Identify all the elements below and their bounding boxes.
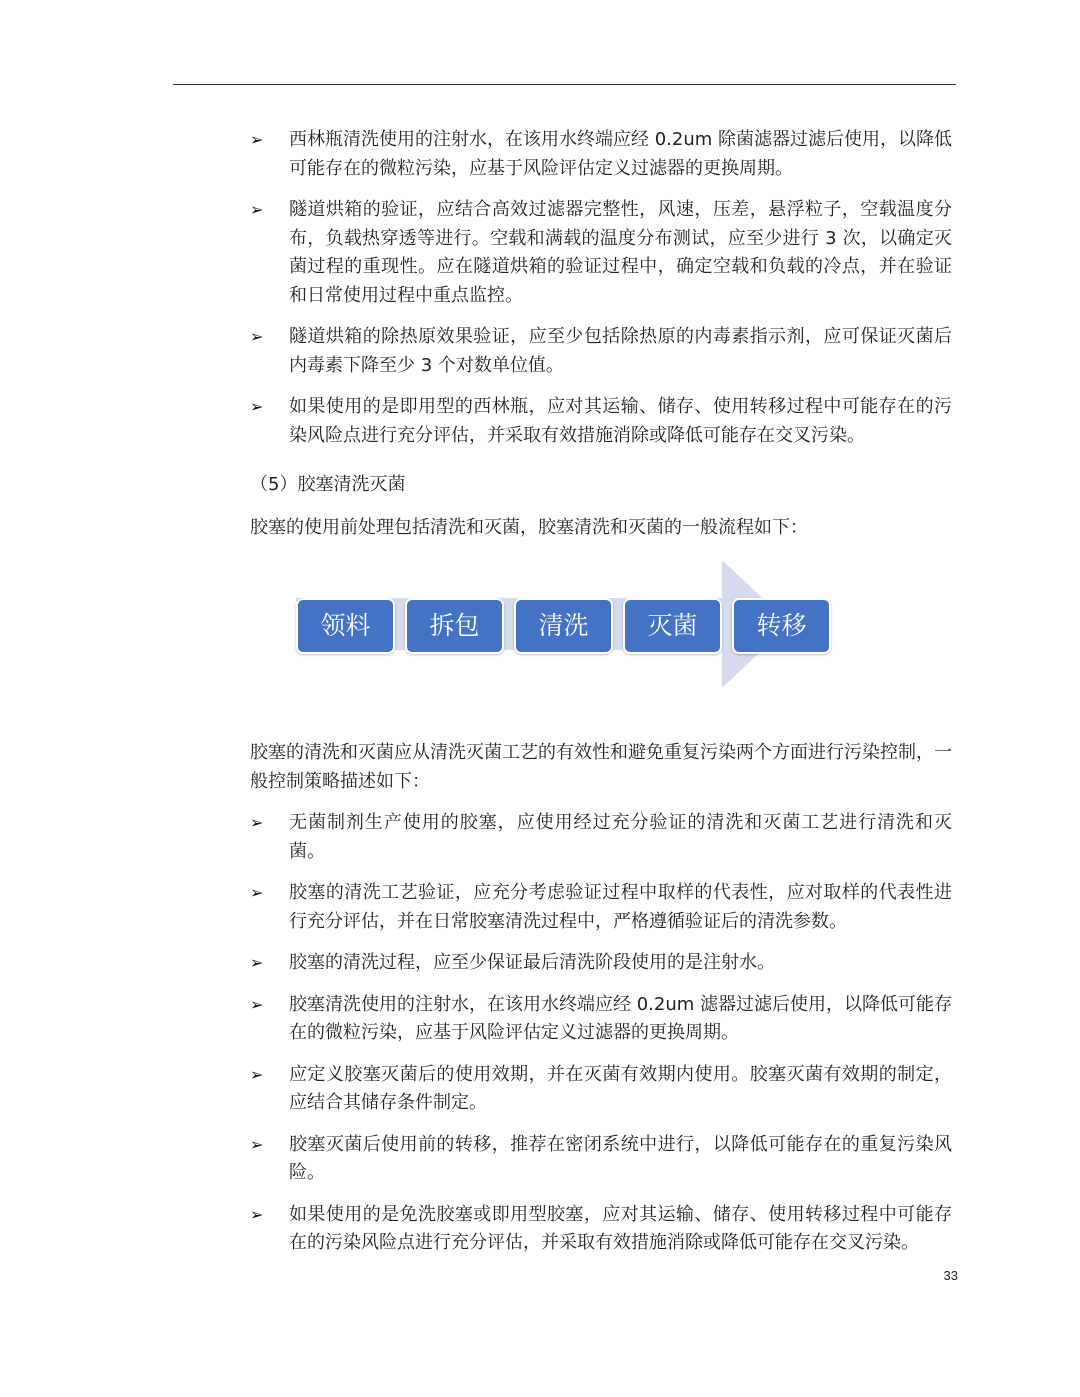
section-heading: （5）胶塞清洗灭菌 <box>250 474 406 495</box>
bullet-item <box>250 879 952 936</box>
process-flow-diagram <box>250 555 952 725</box>
bullet-text: 无菌制剂生产使用的胶塞，应使用经过充分验证的清洗和灭菌工艺进行清洗和灭菌。 <box>289 812 952 862</box>
bullet-item <box>250 809 952 866</box>
bullet-text: 胶塞灭菌后使用前的转移，推荐在密闭系统中进行，以降低可能存在的重复污染风险。 <box>289 1133 952 1183</box>
arrow-bullet-icon: ➢ <box>250 130 264 149</box>
page-number: 33 <box>943 1268 958 1283</box>
page-content <box>250 126 952 1271</box>
bullet-item <box>250 991 952 1048</box>
flow-step-receive: 领料 <box>296 598 395 654</box>
bullet-item <box>250 1201 952 1258</box>
bullet-item <box>250 126 952 183</box>
arrow-bullet-icon: ➢ <box>250 953 264 972</box>
bullet-text: 如果使用的是免洗胶塞或即用型胶塞，应对其运输、储存、使用转移过程中可能存在的污染风险点进行充分评估，并采取有效措施消除或降低可能存在交叉污染。 <box>289 1203 952 1253</box>
bullet-text: 应定义胶塞灭菌后的使用效期，并在灭菌有效期内使用。胶塞灭菌有效期的制定，应结合其储存条件制定。 <box>289 1063 952 1113</box>
arrow-bullet-icon: ➢ <box>250 397 264 416</box>
bullet-item <box>250 1131 952 1188</box>
bullet-item <box>250 196 952 310</box>
bullet-item <box>250 1061 952 1118</box>
arrow-bullet-icon: ➢ <box>250 883 264 902</box>
bullet-item <box>250 949 952 978</box>
bullet-item <box>250 393 952 450</box>
bullet-text: 隧道烘箱的除热原效果验证，应至少包括除热原的内毒素指示剂，应可保证灭菌后内毒素下降至少 3 个对数单位值。 <box>289 326 952 376</box>
flow-step-sterilize: 灭菌 <box>623 598 722 654</box>
bullet-text: 胶塞的清洗过程，应至少保证最后清洗阶段使用的是注射水。 <box>289 952 775 973</box>
arrow-bullet-icon: ➢ <box>250 200 264 219</box>
arrow-bullet-icon: ➢ <box>250 1134 264 1154</box>
arrow-bullet-icon: ➢ <box>250 994 264 1014</box>
bullet-text: 隧道烘箱的验证，应结合高效过滤器完整性，风速，压差，悬浮粒子，空载温度分布，负载热穿透等进行。空载和满载的温度分布测试，应至少进行 3 次，以确定灭菌过程的重现性。应在隧道烘箱的验证过程中，确定空载和负载的冷点，并在验证和日常使用过程中重点监控。 <box>289 199 952 306</box>
arrow-bullet-icon: ➢ <box>250 327 264 346</box>
bullet-text: 胶塞的清洗工艺验证，应充分考虑验证过程中取样的代表性，应对取样的代表性进行充分评估，并在日常胶塞清洗过程中，严格遵循验证后的清洗参数。 <box>289 882 952 932</box>
control-paragraph: 胶塞的清洗和灭菌应从清洗灭菌工艺的有效性和避免重复污染两个方面进行污染控制，一般控制策略描述如下： <box>250 742 952 792</box>
flow-step-wash: 清洗 <box>514 598 613 654</box>
bullet-item <box>250 323 952 380</box>
intro-paragraph: 胶塞的使用前处理包括清洗和灭菌，胶塞清洗和灭菌的一般流程如下： <box>250 516 808 538</box>
flow-step-transfer: 转移 <box>732 598 831 654</box>
bullet-text: 胶塞清洗使用的注射水，在该用水终端应经 0.2um 滤器过滤后使用，以降低可能存在的微粒污染，应基于风险评估定义过滤器的更换周期。 <box>289 993 953 1043</box>
flow-step-unpack: 拆包 <box>405 598 504 654</box>
arrow-bullet-icon: ➢ <box>250 1204 264 1224</box>
bullet-text: 西林瓶清洗使用的注射水，在该用水终端应经 0.2um 除菌滤器过滤后使用，以降低可能存在的微粒污染，应基于风险评估定义过滤器的更换周期。 <box>289 129 953 179</box>
bullet-text: 如果使用的是即用型的西林瓶，应对其运输、储存、使用转移过程中可能存在的污染风险点进行充分评估，并采取有效措施消除或降低可能存在交叉污染。 <box>289 396 952 446</box>
arrow-bullet-icon: ➢ <box>250 813 264 832</box>
header-rule <box>173 84 956 85</box>
arrow-bullet-icon: ➢ <box>250 1064 264 1084</box>
